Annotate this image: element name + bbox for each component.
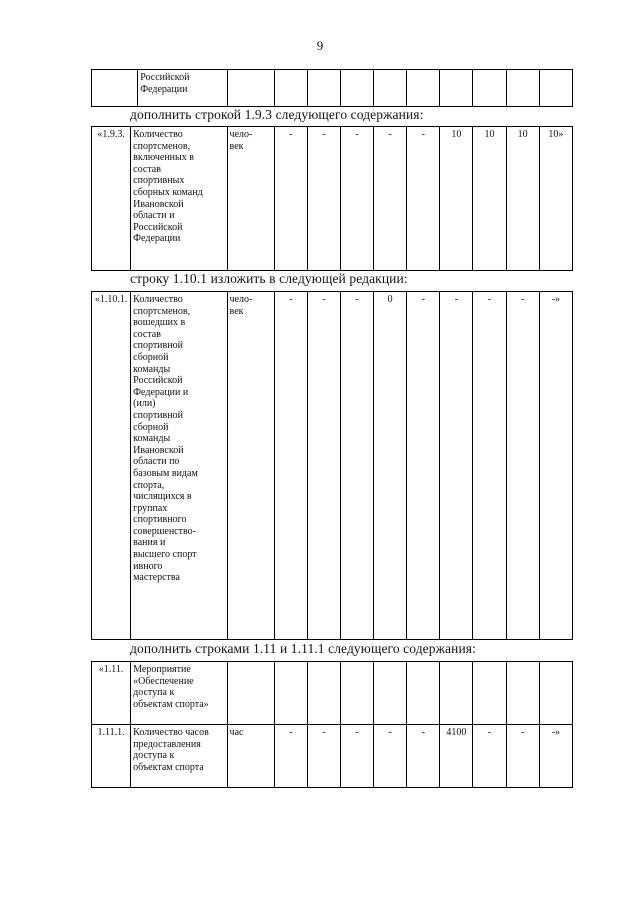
value-cell: - bbox=[407, 292, 440, 640]
instruction-add-row-1-9-3: дополнить строкой 1.9.3 следующего содержания: bbox=[130, 107, 424, 122]
value-cell: - bbox=[473, 292, 506, 640]
indicator-name-line: (или) bbox=[133, 398, 156, 410]
indicator-name bbox=[131, 725, 227, 788]
unit-of-measure bbox=[227, 127, 274, 271]
row-number: «1.9.3. bbox=[92, 127, 131, 271]
instruction-add-rows-1-11: дополнить строками 1.11 и 1.11.1 следующего содержания: bbox=[130, 641, 476, 656]
indicator-name-line: объектам спорта bbox=[133, 761, 204, 773]
value-cell bbox=[307, 70, 340, 107]
row-number: «1.11. bbox=[92, 662, 131, 725]
value-cell bbox=[274, 662, 307, 725]
indicator-name-line: Ивановской bbox=[133, 444, 184, 456]
table-row bbox=[92, 292, 573, 640]
unit-of-measure bbox=[227, 70, 274, 107]
table-segment-continuation bbox=[91, 69, 573, 107]
page-number: 9 bbox=[316, 38, 324, 53]
value-cell bbox=[506, 70, 539, 107]
value-cell: - bbox=[407, 725, 440, 788]
indicator-name-line: мастерства bbox=[133, 572, 180, 584]
table-segment-row-1-10-1 bbox=[91, 291, 573, 640]
indicator-name-line: команды bbox=[133, 433, 171, 445]
indicator-name bbox=[131, 292, 227, 640]
value-cell bbox=[440, 70, 473, 107]
value-cell: - bbox=[307, 725, 340, 788]
indicator-name-line: доступа к bbox=[133, 687, 175, 699]
value-cell bbox=[539, 70, 572, 107]
unit-of-measure bbox=[227, 292, 274, 640]
indicator-name-line: сборной bbox=[133, 421, 169, 433]
indicator-name-line: сборных команд bbox=[133, 186, 203, 198]
table-row bbox=[92, 127, 573, 271]
value-cell: 4100 bbox=[440, 725, 473, 788]
value-cell bbox=[473, 662, 506, 725]
indicator-name-line: спортивной bbox=[133, 340, 183, 352]
indicator-name-line: включенных в bbox=[133, 152, 194, 164]
value-cell bbox=[539, 662, 572, 725]
value-cell: -» bbox=[539, 292, 572, 640]
indicator-name-line: спортивной bbox=[133, 409, 183, 421]
row-number: 1.11.1. bbox=[92, 725, 131, 788]
indicator-name-line: области по bbox=[133, 456, 180, 468]
value-cell: - bbox=[506, 292, 539, 640]
value-cell: 10 bbox=[473, 127, 506, 271]
unit-line: век bbox=[229, 140, 244, 152]
value-cell: - bbox=[440, 292, 473, 640]
indicator-name bbox=[131, 662, 227, 725]
indicator-name-line: Российской bbox=[133, 221, 183, 233]
indicator-name-line: вошедших в bbox=[133, 317, 186, 329]
value-cell: 10 bbox=[440, 127, 473, 271]
value-cell bbox=[374, 662, 407, 725]
table-segment-row-1-9-3 bbox=[91, 126, 573, 271]
value-cell: - bbox=[374, 127, 407, 271]
indicator-name-line: спортивного bbox=[133, 514, 187, 526]
value-cell bbox=[307, 662, 340, 725]
value-cell: - bbox=[506, 725, 539, 788]
indicator-name-line: ивного bbox=[133, 560, 163, 572]
table-row bbox=[92, 70, 573, 107]
unit-of-measure bbox=[227, 662, 274, 725]
value-cell bbox=[473, 70, 506, 107]
indicator-name-line: спорта, bbox=[133, 479, 165, 491]
value-cell: - bbox=[307, 127, 340, 271]
indicator-name-line: Федерации bbox=[133, 233, 181, 245]
row-number bbox=[92, 70, 138, 107]
indicator-name-line: вания и bbox=[133, 537, 166, 549]
indicator-name-line: спортивных bbox=[133, 175, 185, 187]
indicator-name-line: спортсменов, bbox=[133, 140, 191, 152]
indicator-name bbox=[131, 127, 227, 271]
value-cell: - bbox=[407, 127, 440, 271]
value-cell bbox=[340, 662, 373, 725]
unit-line: чело- bbox=[229, 129, 253, 140]
indicator-name-line: Мероприятие bbox=[133, 664, 191, 675]
indicator-name-line: совершенство- bbox=[133, 525, 196, 537]
indicator-name-line: области и bbox=[133, 210, 175, 222]
indicator-name-line: базовым видам bbox=[133, 467, 198, 479]
value-cell: 10 bbox=[506, 127, 539, 271]
indicator-name-line: Российской bbox=[140, 72, 190, 83]
unit-line: час bbox=[229, 727, 244, 738]
instruction-replace-row-1-10-1: строку 1.10.1 изложить в следующей редакции: bbox=[130, 271, 408, 286]
value-cell: -» bbox=[539, 725, 572, 788]
indicator-name-line: Ивановской bbox=[133, 198, 184, 210]
indicator-name-line: группах bbox=[133, 502, 168, 514]
value-cell bbox=[407, 662, 440, 725]
indicator-name-line: команды bbox=[133, 363, 171, 375]
value-cell: - bbox=[340, 127, 373, 271]
value-cell: - bbox=[274, 292, 307, 640]
value-cell: - bbox=[274, 127, 307, 271]
value-cell bbox=[340, 70, 373, 107]
unit-of-measure bbox=[227, 725, 274, 788]
value-cell: - bbox=[473, 725, 506, 788]
value-cell: 0 bbox=[374, 292, 407, 640]
indicator-name-line: Российской bbox=[133, 375, 183, 387]
table-row bbox=[92, 662, 573, 725]
indicator-name-line: объектам спорта» bbox=[133, 698, 209, 710]
table-row bbox=[92, 725, 573, 788]
value-cell: - bbox=[307, 292, 340, 640]
unit-line: чело- bbox=[229, 294, 253, 305]
value-cell: - bbox=[340, 725, 373, 788]
indicator-name-line: «Обеспечение bbox=[133, 675, 194, 687]
value-cell bbox=[440, 662, 473, 725]
indicator-name-line: сборной bbox=[133, 351, 169, 363]
value-cell: - bbox=[374, 725, 407, 788]
value-cell: - bbox=[274, 725, 307, 788]
unit-line: век bbox=[229, 305, 244, 317]
indicator-name bbox=[138, 70, 227, 107]
indicator-name-line: высшего спорт bbox=[133, 549, 197, 561]
value-cell: - bbox=[340, 292, 373, 640]
indicator-name-line: состав bbox=[133, 163, 161, 175]
row-number: «1.10.1. bbox=[92, 292, 131, 640]
value-cell bbox=[506, 662, 539, 725]
value-cell bbox=[374, 70, 407, 107]
indicator-name-line: спортсменов, bbox=[133, 305, 191, 317]
value-cell: 10» bbox=[539, 127, 572, 271]
indicator-name-line: Федерации bbox=[140, 83, 188, 95]
value-cell bbox=[274, 70, 307, 107]
indicator-name-line: Федерации и bbox=[133, 386, 189, 398]
indicator-name-line: предоставления bbox=[133, 738, 201, 750]
indicator-name-line: состав bbox=[133, 328, 161, 340]
indicator-name-line: Количество bbox=[133, 129, 183, 140]
indicator-name-line: доступа к bbox=[133, 750, 175, 762]
value-cell bbox=[407, 70, 440, 107]
indicator-name-line: Количество часов bbox=[133, 727, 209, 738]
indicator-name-line: числящихся в bbox=[133, 491, 192, 503]
indicator-name-line: Количество bbox=[133, 294, 183, 305]
table-segment-row-1-11 bbox=[91, 661, 573, 788]
